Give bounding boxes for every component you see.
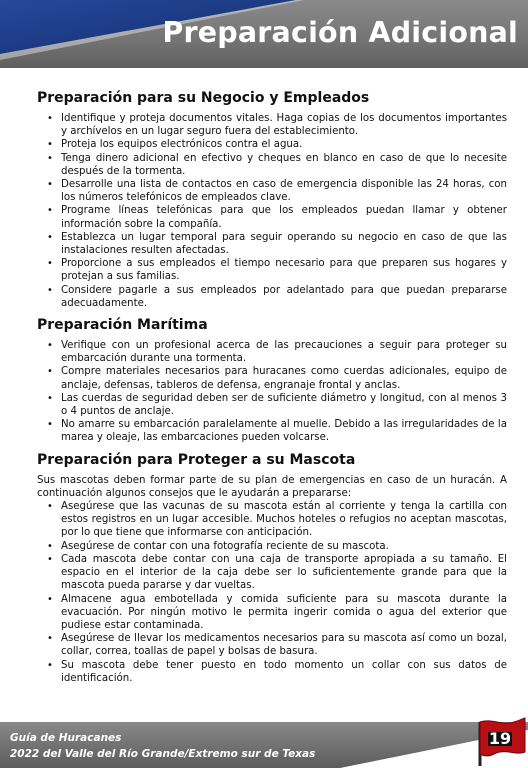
- list-item: • Programe líneas telefónicas para que los empleados puedan llamar y obtener información sobre la compañía.: [61, 204, 507, 230]
- list-item: • Verifique con un profesional acerca de las precauciones a seguir para proteger su embarcación durante una tormenta.: [61, 339, 507, 365]
- list-item: • Almacene agua embotellada y comida suficiente para su mascota durante la evacuación. Por ningún motivo le permita ingerir comida o agua del exterior que pudiese estar contaminada.: [61, 593, 507, 633]
- list-item: • Compre materiales necesarios para huracanes como cuerdas adicionales, equipo de anclaje, defensas, tableros de defensa, engranaje frontal y anclas.: [61, 365, 507, 391]
- list-item: • Asegúrese de contar con una fotografía reciente de su mascota.: [61, 540, 507, 553]
- list-item: • Asegúrese que las vacunas de su mascota están al corriente y tenga la cartilla con estos registros en un lugar accesible. Muchos hoteles o refugios no aceptan mascotas, por lo que tiene que informarse con anticipación.: [61, 500, 507, 540]
- page-content: [37, 89, 507, 685]
- section-intro: Sus mascotas deben formar parte de su plan de emergencias en caso de un huracán. A continuación algunos consejos que le ayudarán a prepararse:: [37, 474, 507, 499]
- list-item: • Cada mascota debe contar con una caja de transporte apropiada a su tamaño. El espacio en el interior de la caja debe ser lo suficientemente grande para que la mascota pueda pararse y dar vueltas.: [61, 553, 507, 593]
- list-item: • Desarrolle una lista de contactos en caso de emergencia disponible las 24 horas, con los números telefónicos de empleados clave.: [61, 178, 507, 204]
- bullet-list: [37, 500, 507, 685]
- list-item: • Considere pagarle a sus empleados por adelantado para que puedan prepararse adecuadamente.: [61, 284, 507, 310]
- page-title: Preparación Adicional: [162, 16, 518, 49]
- list-item: • Proteja los equipos electrónicos contra el agua.: [61, 138, 507, 151]
- section-heading: Preparación para Proteger a su Mascota: [37, 451, 356, 468]
- bullet-list: [37, 112, 507, 310]
- list-item: • No amarre su embarcación paralelamente al muelle. Debido a las irregularidades de la marea y oleaje, las embarcaciones pueden volcarse.: [61, 418, 507, 444]
- section-pets: [37, 451, 507, 685]
- list-item: • Identifique y proteja documentos vitales. Haga copias de los documentos importantes y archívelos en un lugar seguro fuera del establecimiento.: [61, 112, 507, 138]
- page-header-banner: [0, 0, 528, 68]
- list-item: • Tenga dinero adicional en efectivo y cheques en blanco en caso de que lo necesite después de la tormenta.: [61, 152, 507, 178]
- footer-guide-title: Guía de Huracanes: [10, 732, 122, 744]
- list-item: • Su mascota debe tener puesto en todo momento un collar con sus datos de identificación.: [61, 659, 507, 685]
- list-item: • Las cuerdas de seguridad deben ser de suficiente diámetro y longitud, con al menos 3 o 4 puntos de anclaje.: [61, 392, 507, 418]
- list-item: • Asegúrese de llevar los medicamentos necesarios para su mascota así como un bozal, collar, correa, toallas de papel y bolsas de basura.: [61, 632, 507, 658]
- page-footer-banner: [0, 722, 528, 768]
- footer-caption: [10, 730, 315, 762]
- list-item: • Proporcione a sus empleados el tiempo necesario para que preparen sus hogares y protejan a sus familias.: [61, 257, 507, 283]
- list-item: • Establezca un lugar temporal para seguir operando su negocio en caso de que las instalaciones resulten afectadas.: [61, 231, 507, 257]
- section-heading: Preparación Marítima: [37, 317, 208, 334]
- section-heading: Preparación para su Negocio y Empleados: [37, 90, 370, 106]
- bullet-list: [37, 339, 507, 445]
- page-number: 19: [488, 729, 512, 748]
- section-maritime: [37, 316, 507, 445]
- section-business: [37, 89, 507, 310]
- footer-guide-subtitle: 2022 del Valle del Río Grande/Extremo sur de Texas: [10, 748, 316, 760]
